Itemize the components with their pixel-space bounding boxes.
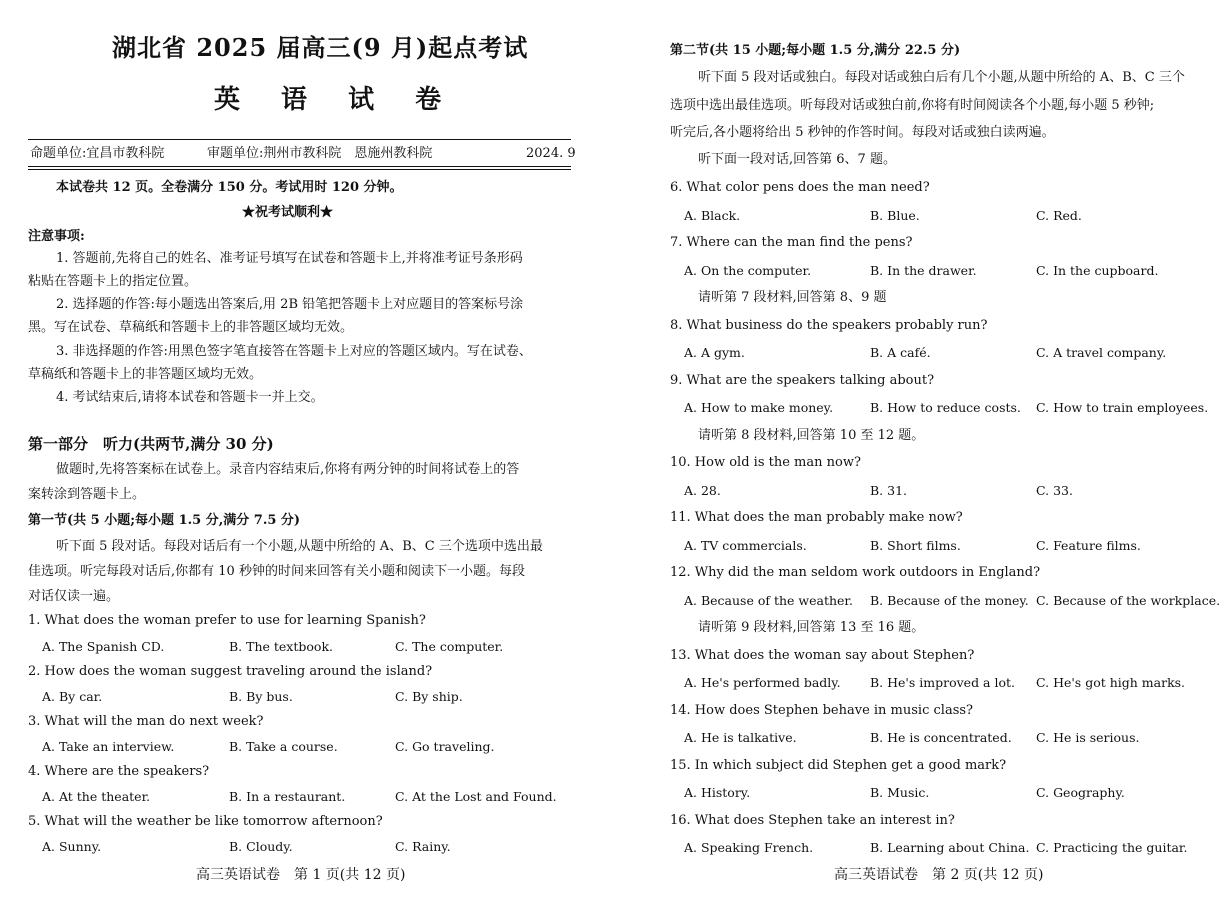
question-text: 6. What color pens does the man need? xyxy=(670,180,930,195)
question-text: 1. What does the woman prefer to use for learning Spanish? xyxy=(28,613,426,628)
option-b: B. How to reduce costs. xyxy=(870,400,1021,415)
option-c: C. The computer. xyxy=(395,639,504,654)
section1-intro-line: 对话仅读一遍。 xyxy=(28,589,120,604)
note-line: 4. 考试结束后,请将本试卷和答题卡一并上交。 xyxy=(56,390,324,405)
exam-info: 本试卷共 12 页。全卷满分 150 分。考试用时 120 分钟。 xyxy=(56,180,403,195)
note-line: 2. 选择题的作答:每小题选出答案后,用 2B 铅笔把答题卡上对应题目的答案标号涂 xyxy=(56,297,524,312)
option-b: B. Cloudy. xyxy=(229,839,293,854)
section1-intro-line: 听下面 5 段对话。每段对话后有一个小题,从题中所给的 A、B、C 三个选项中选出最 xyxy=(56,539,543,554)
listening-instruction: 请听第 9 段材料,回答第 13 至 16 题。 xyxy=(698,620,925,635)
option-c: C. Red. xyxy=(1036,208,1082,223)
option-b: B. Short films. xyxy=(870,538,961,553)
option-a: A. He's performed badly. xyxy=(684,675,841,690)
section1-heading: 第一节(共 5 小题;每小题 1.5 分,满分 7.5 分) xyxy=(28,513,301,528)
option-b: B. In a restaurant. xyxy=(229,789,346,804)
section2-heading: 第二节(共 15 小题;每小题 1.5 分,满分 22.5 分) xyxy=(670,43,961,58)
option-c: C. Feature films. xyxy=(1036,538,1141,553)
option-a: A. How to make money. xyxy=(684,400,834,415)
question-text: 11. What does the man probably make now? xyxy=(670,510,963,525)
option-b: B. A café. xyxy=(870,345,931,360)
header-rule-bottom-1 xyxy=(28,166,571,167)
option-b: B. In the drawer. xyxy=(870,263,977,278)
option-c: C. Practicing the guitar. xyxy=(1036,840,1188,855)
section2-intro-line: 听完后,各小题将给出 5 秒钟的作答时间。每段对话或独白读两遍。 xyxy=(670,125,1055,140)
option-c: C. A travel company. xyxy=(1036,345,1167,360)
exam-page-2 xyxy=(614,0,1228,900)
notes-heading: 注意事项: xyxy=(28,229,85,244)
question-text: 5. What will the weather be like tomorrow afternoon? xyxy=(28,814,383,829)
note-line: 1. 答题前,先将自己的姓名、准考证号填写在试卷和答题卡上,并将准考证号条形码 xyxy=(56,251,523,266)
option-a: A. History. xyxy=(684,785,751,800)
question-text: 14. How does Stephen behave in music class? xyxy=(670,703,974,718)
exam-subtitle: 英 语 试 卷 xyxy=(214,85,458,115)
listening-instruction: 请听第 8 段材料,回答第 10 至 12 题。 xyxy=(698,428,925,443)
header-rule-bottom-2 xyxy=(28,169,571,170)
option-c: C. Rainy. xyxy=(395,839,451,854)
header-rule-top xyxy=(28,139,571,140)
option-a: A. Speaking French. xyxy=(684,840,814,855)
option-b: B. Because of the money. xyxy=(870,593,1029,608)
option-b: B. The textbook. xyxy=(229,639,333,654)
part1-heading: 第一部分 听力(共两节,满分 30 分) xyxy=(28,435,274,453)
option-b: B. Learning about China. xyxy=(870,840,1030,855)
option-b: B. Take a course. xyxy=(229,739,338,754)
option-a: A. The Spanish CD. xyxy=(42,639,165,654)
option-c: C. He's got high marks. xyxy=(1036,675,1186,690)
option-b: B. Blue. xyxy=(870,208,920,223)
exam-title: 湖北省 2025 届高三(9 月)起点考试 xyxy=(112,33,529,62)
option-c: C. How to train employees. xyxy=(1036,400,1209,415)
option-c: C. Because of the workplace. xyxy=(1036,593,1221,608)
option-a: A. He is talkative. xyxy=(684,730,797,745)
question-text: 15. In which subject did Stephen get a good mark? xyxy=(670,758,1007,773)
option-b: B. By bus. xyxy=(229,689,293,704)
option-c: C. At the Lost and Found. xyxy=(395,789,557,804)
option-c: C. In the cupboard. xyxy=(1036,263,1159,278)
option-c: C. 33. xyxy=(1036,483,1073,498)
question-text: 3. What will the man do next week? xyxy=(28,714,264,729)
option-a: A. 28. xyxy=(684,483,721,498)
listening-instruction: 听下面一段对话,回答第 6、7 题。 xyxy=(698,152,896,167)
question-text: 9. What are the speakers talking about? xyxy=(670,373,935,388)
option-a: A. A gym. xyxy=(684,345,745,360)
question-text: 4. Where are the speakers? xyxy=(28,764,210,779)
option-b: B. Music. xyxy=(870,785,930,800)
reviewer-unit: 审题单位:荆州市教科院 恩施州教科院 xyxy=(207,146,433,161)
section1-intro-line: 佳选项。听完每段对话后,你都有 10 秒钟的时间来回答有关小题和阅读下一小题。每段 xyxy=(28,564,525,579)
option-a: A. At the theater. xyxy=(42,789,151,804)
option-a: A. On the computer. xyxy=(684,263,812,278)
note-line: 3. 非选择题的作答:用黑色签字笔直接答在答题卡上对应的答题区域内。写在试卷、 xyxy=(56,344,532,359)
option-c: C. Go traveling. xyxy=(395,739,495,754)
question-text: 13. What does the woman say about Stephen? xyxy=(670,648,975,663)
question-text: 2. How does the woman suggest traveling around the island? xyxy=(28,664,433,679)
exam-date: 2024. 9 xyxy=(526,146,576,161)
page-footer: 高三英语试卷 第 1 页(共 12 页) xyxy=(196,867,406,883)
part1-intro-line: 案转涂到答题卡上。 xyxy=(28,487,146,502)
note-line: 草稿纸和答题卡上的非答题区域均无效。 xyxy=(28,367,263,382)
option-a: A. Because of the weather. xyxy=(684,593,854,608)
question-text: 10. How old is the man now? xyxy=(670,455,861,470)
option-c: C. Geography. xyxy=(1036,785,1125,800)
note-line: 黑。写在试卷、草稿纸和答题卡上的非答题区域均无效。 xyxy=(28,320,354,335)
part1-intro-line: 做题时,先将答案标在试卷上。录音内容结束后,你将有两分钟的时间将试卷上的答 xyxy=(56,462,520,477)
option-b: B. 31. xyxy=(870,483,908,498)
option-b: B. He is concentrated. xyxy=(870,730,1012,745)
good-luck-wish: ★祝考试顺利★ xyxy=(242,205,334,220)
question-text: 16. What does Stephen take an interest in? xyxy=(670,813,955,828)
section2-intro-line: 选项中选出最佳选项。听每段对话或独白前,你将有时间阅读各个小题,每小题 5 秒钟; xyxy=(670,98,1155,113)
note-line: 粘贴在答题卡上的指定位置。 xyxy=(28,274,198,289)
option-c: C. By ship. xyxy=(395,689,463,704)
question-text: 12. Why did the man seldom work outdoors in England? xyxy=(670,565,1041,580)
option-a: A. Black. xyxy=(684,208,741,223)
listening-instruction: 请听第 7 段材料,回答第 8、9 题 xyxy=(698,290,887,305)
page-footer: 高三英语试卷 第 2 页(共 12 页) xyxy=(834,867,1044,883)
proposer-unit: 命题单位:宜昌市教科院 xyxy=(30,146,165,161)
question-text: 7. Where can the man find the pens? xyxy=(670,235,913,250)
question-text: 8. What business do the speakers probably run? xyxy=(670,318,988,333)
option-a: A. Take an interview. xyxy=(42,739,175,754)
option-a: A. By car. xyxy=(42,689,103,704)
option-a: A. TV commercials. xyxy=(684,538,807,553)
option-b: B. He's improved a lot. xyxy=(870,675,1015,690)
section2-intro-line: 听下面 5 段对话或独白。每段对话或独白后有几个小题,从题中所给的 A、B、C 三个 xyxy=(698,70,1185,85)
option-a: A. Sunny. xyxy=(42,839,102,854)
option-c: C. He is serious. xyxy=(1036,730,1140,745)
